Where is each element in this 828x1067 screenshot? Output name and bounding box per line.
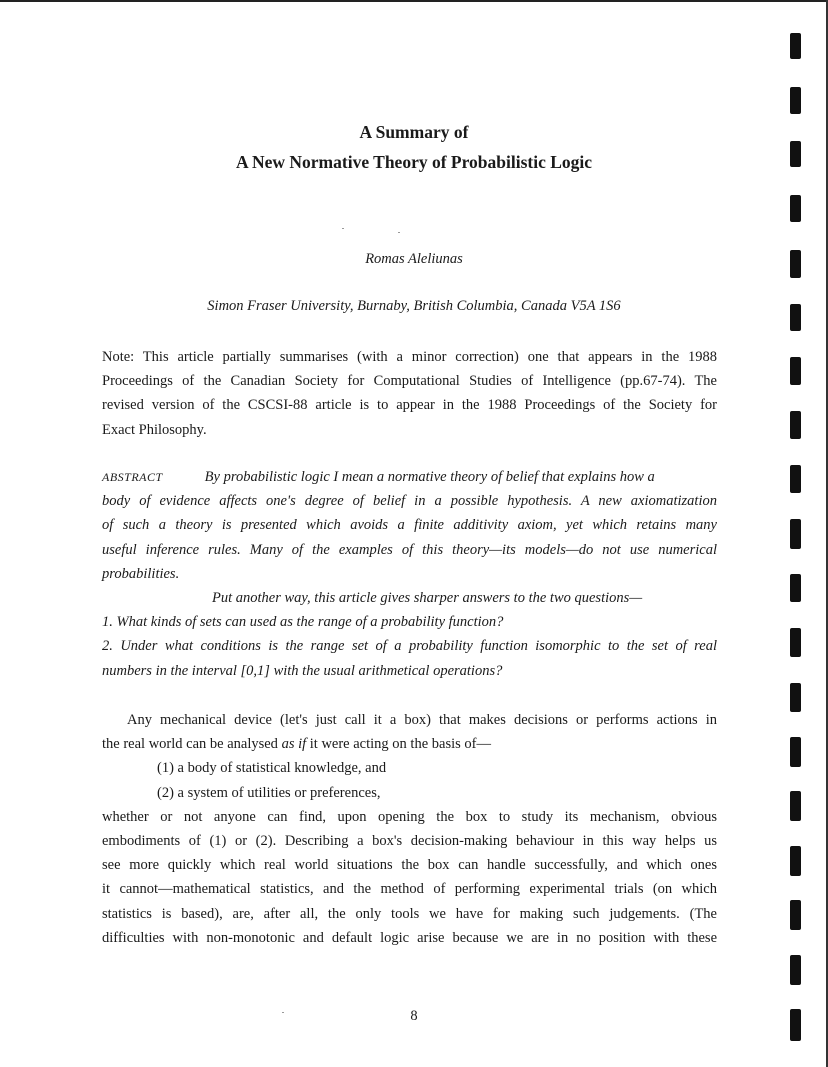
binding-mark [790,519,801,549]
title-line-1: A Summary of [359,122,469,142]
body-line: the real world can be analysed as if it were acting on the basis of— [102,736,491,753]
binding-mark [790,791,801,821]
abstract-line: Put another way, this article gives sharper answers to the two questions— [212,590,643,607]
binding-mark [790,411,801,439]
binding-mark [790,195,801,222]
note-line: Note: This article partially summarises (with a minor correction) one that appears in the 1988 [102,349,717,365]
binding-mark [790,900,801,930]
binding-mark [790,574,801,602]
body-line: whether or not anyone can find, upon opening the box to study its mechanism, obvious [102,808,717,825]
scan-speck [398,232,400,233]
binding-mark [790,357,801,385]
binding-mark [790,737,801,767]
question-2: 2. Under what conditions is the range set of a probability function isomorphic to the set of real [102,638,717,655]
title-line-2: A New Normative Theory of Probabilistic Logic [235,152,593,172]
binding-mark [790,250,801,278]
list-item-1: (1) a body of statistical knowledge, and [157,760,387,777]
body-line: statistics is based), are, after all, the only tools we have for making such judgements. (The [102,905,717,922]
abstract-paragraph [102,465,717,683]
binding-mark [790,846,801,876]
binding-mark [790,87,801,114]
abstract-line: By probabilistic logic I mean a normative theory of belief that explains how a [204,469,655,485]
abstract-label: ABSTRACT [102,470,163,484]
binding-mark [790,628,801,657]
note-line: Proceedings of the Canadian Society for Computational Studies of Intelligence (pp.67-74). The [102,373,717,390]
binding-mark [790,304,801,331]
binding-mark [790,955,801,985]
scan-top-edge [0,0,828,2]
abstract-line: body of evidence affects one's degree of belief in a possible hypothesis. A new axiomatization [102,493,717,510]
body-line: difficulties with non-monotonic and default logic arise because we are in no position with these [102,929,717,946]
binding-mark [790,141,801,167]
body-line: see more quickly which real world situations the box can handle successfully, and which ones [102,857,717,874]
note-line: revised version of the CSCSI-88 article is to appear in the 1988 Proceedings of the Society for [102,397,717,414]
author-name: Romas Aleliunas [365,251,463,267]
binding-mark [790,33,801,59]
binding-mark [790,683,801,712]
binding-mark [790,1009,801,1041]
body-line: it cannot—mathematical statistics, and the method of performing experimental trials (on which [102,881,717,898]
body-line: Any mechanical device (let's just call it a box) that makes decisions or performs actions in [127,712,717,728]
body-paragraph [102,708,717,950]
binding-mark [790,465,801,493]
question-1: 1. What kinds of sets can used as the range of a probability function? [102,614,504,631]
author-affiliation: Simon Fraser University, Burnaby, British Columbia, Canada V5A 1S6 [207,298,621,314]
note-paragraph [102,345,717,442]
abstract-line: probabilities. [102,565,180,582]
body-line: embodiments of (1) or (2). Describing a box's decision-making behaviour in this way helps us [102,833,717,850]
abstract-line: of such a theory is presented which avoids a finite additivity axiom, yet which retains many [102,517,717,534]
scan-speck [342,228,344,229]
list-item-2: (2) a system of utilities or preferences, [157,784,381,801]
question-2-cont: numbers in the interval [0,1] with the usual arithmetical operations? [102,662,503,679]
page-number: 8 [410,1008,418,1024]
abstract-line: useful inference rules. Many of the examples of this theory—its models—do not use numerical [102,541,717,558]
note-line: Exact Philosophy. [102,421,207,438]
